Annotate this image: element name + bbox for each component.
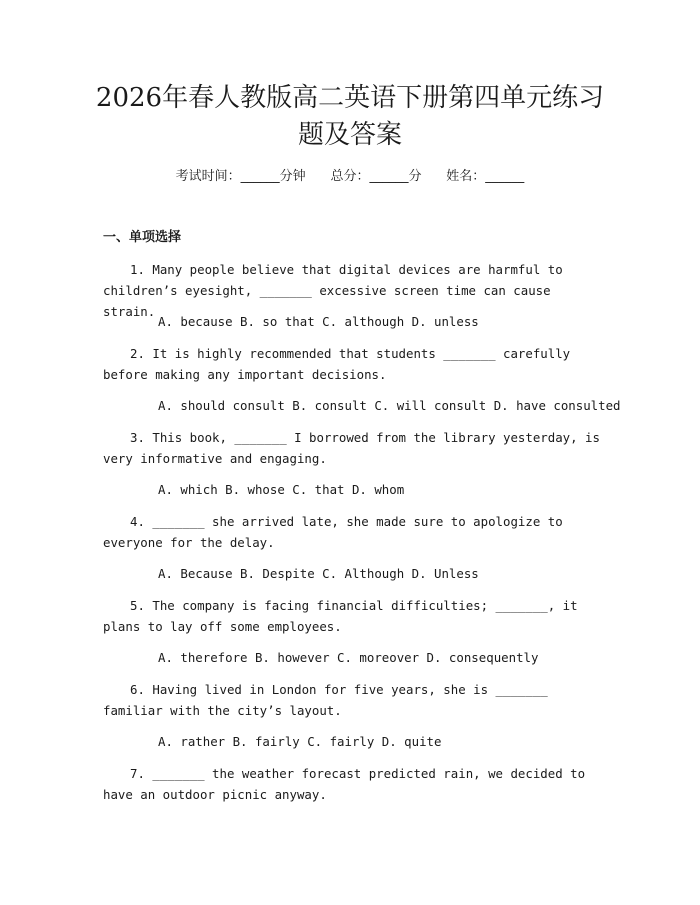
exam-info-line — [0, 168, 700, 186]
exam-score-label: 总分：______分 — [330, 169, 422, 184]
page-title: 2026年春人教版高二英语下册第四单元练习题及答案 — [95, 83, 605, 150]
question-options: A. because B. so that C. although D. unless — [158, 314, 479, 329]
question-options: A. rather B. fairly C. fairly D. quite — [158, 734, 442, 749]
question-stem: 5. The company is facing financial difficulties; _______, it plans to lay off some employees. — [103, 598, 578, 634]
student-name-label: 姓名：______ — [446, 169, 525, 184]
question-options: A. therefore B. however C. moreover D. consequently — [158, 650, 539, 665]
question-stem: 2. It is highly recommended that students _______ carefully before making any important decisions. — [103, 346, 571, 382]
question-stem: 6. Having lived in London for five years, she is _______ familiar with the city’s layout. — [103, 682, 548, 718]
question-options: A. Because B. Despite C. Although D. Unless — [158, 566, 479, 581]
question-options: A. which B. whose C. that D. whom — [158, 482, 405, 497]
question-stem: 4. _______ she arrived late, she made sure to apologize to everyone for the delay. — [103, 514, 563, 550]
question-stem: 1. Many people believe that digital devices are harmful to children’s eyesight, _______ excessive screen time can cause strain. — [103, 262, 563, 319]
question-stem: 3. This book, _______ I borrowed from the library yesterday, is very informative and engaging. — [103, 430, 600, 466]
question-options: A. should consult B. consult C. will consult D. have consulted — [158, 398, 621, 413]
question-stem: 7. _______ the weather forecast predicted rain, we decided to have an outdoor picnic anyway. — [103, 766, 586, 802]
section-heading: 一、单项选择 — [103, 230, 182, 245]
exam-time-label: 考试时间：______分钟 — [175, 169, 306, 184]
